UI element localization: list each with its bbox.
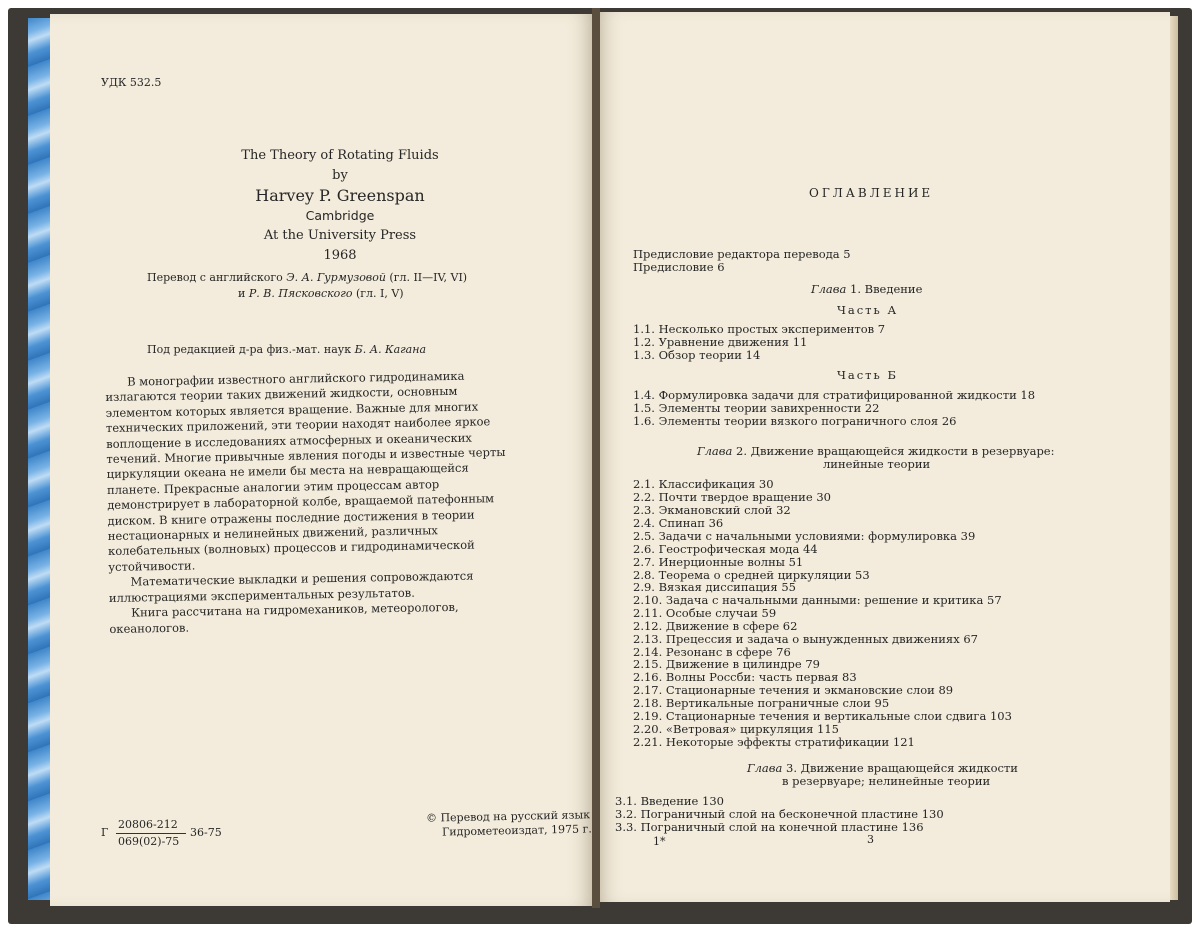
annotation-paragraph: В монографии известного английского гидродинамика излагаются теории таких движений жидкости, основным элементом которых является вращение. Важные для многих технических приложений, эти теории находят наиболее яркое воплощение в исследованиях атмосферных и океанических течений. Многие привычные явления погоды и известные черты циркуляции океана не имели бы места на невращающейся планете. Прекрасные аналогии этим процессам автор демонстрирует в лабораторной колбе, вращаемой патефонным диском. В книге отражены последние достижения в теории нестационарных и нелинейных движений, различных колебательных (волновых) процессов и гидродинамической устойчивости. <box>105 368 506 574</box>
toc-entry-title: Геострофическая мода <box>658 542 800 556</box>
original-title: The Theory of Rotating Fluids <box>241 148 439 163</box>
toc-entry-number: 2.12. <box>633 619 663 633</box>
toc-entry-title: Задачи с начальными условиями: формулировка <box>658 529 957 543</box>
toc-entry-page: 130 <box>921 807 944 821</box>
toc-entry-page: 53 <box>855 568 870 582</box>
catalog-numerator: 20806-212 <box>118 818 178 831</box>
translator-1-name: Э. А. Гурмузовой <box>286 271 386 284</box>
chapter-subtitle: линейные теории <box>823 457 931 471</box>
toc-entry-number: 2.6. <box>633 542 655 556</box>
editor-name: Б. А. Кагана <box>354 343 427 356</box>
udk-code: УДК 532.5 <box>101 76 162 89</box>
toc-entry-page: 59 <box>761 606 777 620</box>
toc-entry-page: 30 <box>816 490 831 504</box>
toc-entry-number: 2.1. <box>633 477 655 491</box>
catalog-suffix: 36-75 <box>190 826 222 839</box>
toc-entry-page: 95 <box>874 696 890 710</box>
annotation <box>105 368 510 637</box>
editor-line <box>147 343 426 356</box>
toc-entry-number: 1.4. <box>633 388 655 402</box>
chapter-heading <box>782 775 990 788</box>
catalog-letter: Г <box>101 826 109 839</box>
toc-entry-title: Вертикальные пограничные слои <box>665 696 871 710</box>
toc-entry-page: 26 <box>941 414 957 428</box>
toc-entry-page: 36 <box>708 516 724 530</box>
toc-entry <box>633 261 725 274</box>
toc-entry <box>615 821 924 834</box>
part-title: Часть Б <box>837 368 898 382</box>
toc-entry-title: Вязкая диссипация <box>658 580 778 594</box>
right-page <box>597 12 1170 902</box>
toc-entry-number: 2.5. <box>633 529 655 543</box>
toc-entry-number: 2.15. <box>633 657 663 671</box>
toc-heading: ОГЛАВЛЕНИЕ <box>809 186 934 200</box>
toc-entry-number: 2.9. <box>633 580 655 594</box>
toc-entry-number: 1.1. <box>633 322 655 336</box>
toc-entry-page: 18 <box>1020 388 1036 402</box>
translator-2-chapters: (гл. I, V) <box>355 287 404 300</box>
signature-mark: 1* <box>653 835 666 848</box>
toc-entry-title: Несколько простых экспериментов <box>658 322 875 336</box>
toc-entry-page: 57 <box>987 593 1002 607</box>
toc-entry-page: 51 <box>788 555 804 569</box>
toc-entry-number: 3.2. <box>615 807 637 821</box>
toc-entry-title: Движение в цилиндре <box>665 657 802 671</box>
toc-entry-page: 39 <box>960 529 976 543</box>
toc-entry-title: Стационарные течения и вертикальные слои сдвига <box>665 709 987 723</box>
toc-entry-number: 2.14. <box>633 645 663 659</box>
translators-and: и <box>238 287 246 300</box>
toc-entry-page: 6 <box>717 260 725 274</box>
toc-entry-page: 121 <box>892 735 915 749</box>
toc-entry-title: Задача с начальными данными: решение и критика <box>665 593 984 607</box>
by-word: by <box>332 168 348 183</box>
toc-entry-page: 5 <box>843 247 851 261</box>
toc-entry-title: Элементы теории завихренности <box>658 401 862 415</box>
toc-entry-number: 2.8. <box>633 568 655 582</box>
toc-entry-page: 103 <box>989 709 1012 723</box>
part-title: Часть А <box>837 303 899 317</box>
translator-1-chapters: (гл. II—IV, VI) <box>389 271 468 284</box>
toc-entry-title: Стационарные течения и экмановские слои <box>665 683 935 697</box>
toc-entry-title: Особые случаи <box>665 606 758 620</box>
toc-entry-title: Некоторые эффекты стратификации <box>665 735 890 749</box>
part-heading <box>837 304 898 317</box>
toc-entry-title: Формулировка задачи для стратифицированной жидкости <box>658 388 1017 402</box>
book-gutter <box>592 8 600 908</box>
toc-entry-number: 2.7. <box>633 555 655 569</box>
toc-entry-title: Спинап <box>658 516 705 530</box>
copyright-line-1: © Перевод на русский язык <box>425 808 591 825</box>
toc-entry-page: 14 <box>745 348 761 362</box>
toc-entry-page: 130 <box>702 794 724 808</box>
toc-entry-page: 30 <box>758 477 774 491</box>
toc-entry-title: Предисловие редактора перевода <box>633 247 840 261</box>
chapter-subtitle: в резервуаре; нелинейные теории <box>782 774 991 788</box>
toc-entry-page: 83 <box>842 670 857 684</box>
toc-entry-number: 2.3. <box>633 503 655 517</box>
toc-entry-title: Движение в сфере <box>665 619 780 633</box>
original-title-block <box>210 146 470 266</box>
toc-entry-title: Инерционные волны <box>658 555 785 569</box>
annotation-paragraph: Математические выкладки и решения сопровождаются иллюстрациями экспериментальных результатов. <box>108 568 474 605</box>
chapter-title: 1. Введение <box>850 282 923 296</box>
toc-entry <box>633 736 915 749</box>
toc-entry-number: 1.3. <box>633 348 655 362</box>
toc-entry-page: 115 <box>817 722 839 736</box>
chapter-heading <box>811 283 922 296</box>
toc-entry-title: Пограничный слой на бесконечной пластине <box>640 807 919 821</box>
annotation-paragraph: Книга рассчитана на гидромехаников, метеорологов, океанологов. <box>109 599 459 636</box>
toc-entry-number: 1.5. <box>633 401 655 415</box>
publisher-city: Cambridge <box>305 208 375 223</box>
toc-entry-title: Резонанс в сфере <box>665 645 773 659</box>
toc-entry-title: Классификация <box>658 477 756 491</box>
translators-line-1 <box>147 271 467 284</box>
toc-entry-number: 1.6. <box>633 414 655 428</box>
toc-entry-title: Уравнение движения <box>658 335 790 349</box>
toc-entry-number: 2.21. <box>633 735 663 749</box>
catalog-denominator: 069(02)-75 <box>118 835 180 848</box>
page-edges <box>1170 16 1178 900</box>
page-number: 3 <box>867 833 874 846</box>
toc-entry-page: 62 <box>782 619 798 633</box>
chapter-heading <box>823 458 930 471</box>
copyright-line-2: Гидрометеоиздат, 1975 г. <box>441 822 592 839</box>
chapter-label: Глава <box>697 444 733 458</box>
toc-entry-title: Теорема о средней циркуляции <box>658 568 852 582</box>
toc-entry-page: 76 <box>776 645 791 659</box>
publication-year: 1968 <box>323 248 357 263</box>
toc-entry-number: 2.4. <box>633 516 655 530</box>
author-name: Harvey P. Greenspan <box>255 186 425 205</box>
fraction-bar <box>116 833 186 834</box>
toc-entry-number: 2.11. <box>633 606 663 620</box>
toc-entry-number: 2.18. <box>633 696 663 710</box>
toc-entry <box>633 349 760 362</box>
part-heading <box>837 369 898 382</box>
toc-entry-page: 67 <box>963 632 978 646</box>
toc-entry-number: 3.1. <box>615 794 637 808</box>
editor-prefix: Под редакцией д-ра физ.-мат. наук <box>147 343 352 356</box>
toc-entry-title: Экмановский слой <box>658 503 773 517</box>
toc-entry-title: Предисловие <box>633 260 714 274</box>
toc-entry-number: 2.19. <box>633 709 663 723</box>
toc-entry-number: 2.10. <box>633 593 663 607</box>
toc-entry-title: Волны Россби: часть первая <box>665 670 839 684</box>
toc-entry-title: Прецессия и задача о вынужденных движениях <box>665 632 960 646</box>
toc-entry-number: 2.2. <box>633 490 655 504</box>
toc-entry-number: 3.3. <box>615 820 637 834</box>
translators-line-2 <box>238 287 404 300</box>
toc-entry-title: Пограничный слой на конечной пластине <box>640 820 898 834</box>
toc-entry-page: 89 <box>938 683 954 697</box>
toc-entry-title: Обзор теории <box>658 348 742 362</box>
toc-entry-title: Почти твердое вращение <box>658 490 813 504</box>
left-page <box>50 14 595 906</box>
toc-entry-page: 7 <box>877 322 886 336</box>
translator-2-name: Р. В. Пясковского <box>248 287 353 300</box>
toc-entry-number: 2.17. <box>633 683 663 697</box>
toc-entry-page: 11 <box>792 335 808 349</box>
publisher-name: At the University Press <box>263 228 417 243</box>
toc-entry-page: 79 <box>805 657 820 671</box>
toc-entry <box>633 415 956 428</box>
translators-prefix: Перевод с английского <box>147 271 283 284</box>
toc-entry-number: 2.13. <box>633 632 663 646</box>
chapter-label: Глава <box>747 761 783 775</box>
chapter-label: Глава <box>811 282 847 296</box>
toc-entry-page: 32 <box>776 503 791 517</box>
chapter-title: 2. Движение вращающейся жидкости в резервуаре: <box>736 444 1055 458</box>
toc-entry-page: 55 <box>781 580 796 594</box>
toc-entry-page: 22 <box>864 401 880 415</box>
toc-entry-number: 2.16. <box>633 670 663 684</box>
toc-entry-title: Введение <box>640 794 699 808</box>
toc-entry-title: «Ветровая» циркуляция <box>665 722 814 736</box>
chapter-title: 3. Движение вращающейся жидкости <box>786 761 1018 775</box>
toc-entry-page: 44 <box>802 542 818 556</box>
toc-entry-number: 2.20. <box>633 722 663 736</box>
toc-entry-page: 136 <box>901 820 924 834</box>
toc-entry-number: 1.2. <box>633 335 655 349</box>
toc-entry-title: Элементы теории вязкого пограничного слоя <box>658 414 939 428</box>
